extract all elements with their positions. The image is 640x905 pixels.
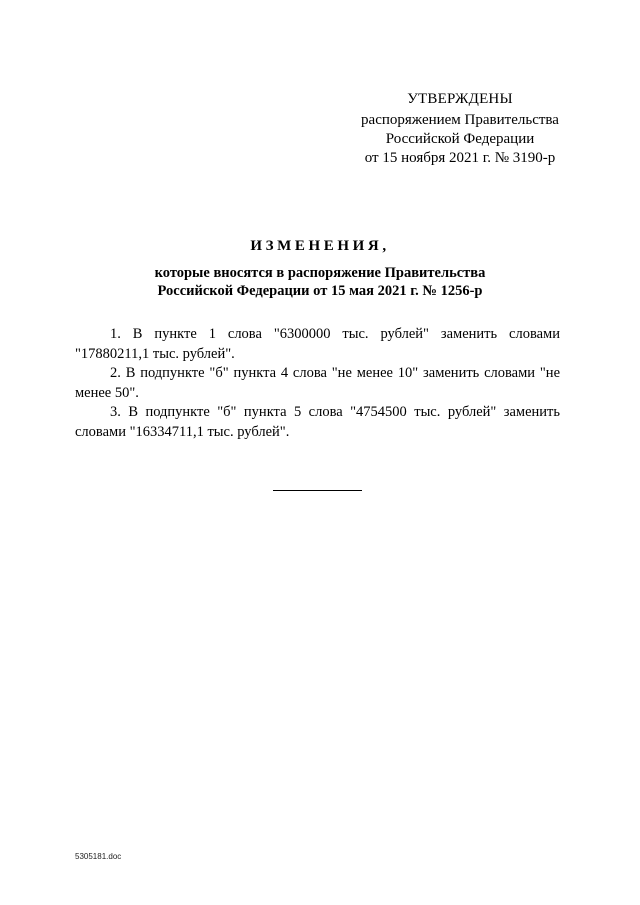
approval-line-2: Российской Федерации bbox=[385, 131, 535, 147]
approval-line-1: распоряжением Правительства bbox=[361, 112, 559, 128]
change-item-1: 1. В пункте 1 слова "6300000 тыс. рублей" заменить словами "17880211,1 тыс. рублей". bbox=[75, 326, 560, 362]
approval-title: УТВЕРЖДЕНЫ bbox=[407, 91, 513, 107]
document-subtitle bbox=[100, 264, 540, 300]
change-item-3: 3. В подпункте "б" пункта 5 слова "4754500 тыс. рублей" заменить словами "16334711,1 тыс. рублей". bbox=[75, 404, 560, 440]
approval-line-3: от 15 ноября 2021 г. № 3190-р bbox=[364, 150, 556, 166]
changes-list bbox=[75, 325, 560, 442]
document-title: ИЗМЕНЕНИЯ, bbox=[250, 238, 390, 254]
file-code: 5305181.doc bbox=[75, 852, 122, 861]
end-separator-line bbox=[273, 490, 362, 491]
subtitle-line-2: Российской Федерации от 15 мая 2021 г. № 1256-р bbox=[157, 283, 483, 299]
subtitle-line-1: которые вносятся в распоряжение Правительства bbox=[154, 265, 486, 281]
approval-stamp bbox=[340, 90, 580, 168]
change-item-2: 2. В подпункте "б" пункта 4 слова "не менее 10" заменить словами "не менее 50". bbox=[75, 365, 560, 401]
